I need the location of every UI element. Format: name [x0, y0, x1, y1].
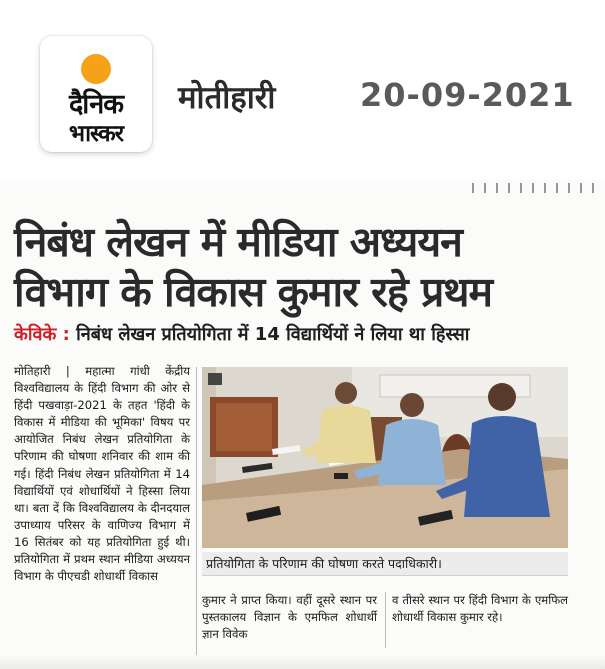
clipping-bottom-edge	[0, 655, 605, 669]
article-column-1: मोतिहारी | महात्मा गांधी केंद्रीय विश्वविद्यालय के हिंदी विभाग की ओर से हिंदी पखवाड़ा-2021 के तहत 'हिंदी के विकास में मीडिया की भूमिका' विषय पर आयोजित निबंध लेखन प्रतियोगिता के परिणाम की घोषणा शनिवार की शाम की गई। हिंदी निबंध लेखन प्रतियोगिता में 14 विद्यार्थियों एवं शोधार्थियों ने हिस्सा लिया था। बता दें कि विश्वविद्यालय के दीनदयाल उपाध्याय परिसर के वाणिज्य विभाग में 16 सितंबर को यह प्रतियोगिता हुई थी। प्रतियोगिता में प्रथम स्थान मीडिया अध्ययन विभाग के पीएचडी शोधार्थी विकास	[14, 364, 190, 584]
sub-headline-text: निबंध लेखन प्रतियोगिता में 14 विद्यार्थियों ने लिया था हिस्सा	[69, 324, 470, 345]
clipping-edge-marks	[472, 183, 602, 193]
article-photo	[202, 367, 568, 548]
photo-caption: प्रतियोगिता के परिणाम की घोषणा करते पदाधिकारी।	[202, 552, 568, 576]
column-divider	[196, 367, 197, 655]
officials-photo-illustration	[202, 367, 568, 548]
column-divider	[385, 592, 386, 648]
newspaper-logo	[40, 36, 152, 152]
headline-line1: निबंध लेखन में मीडिया अध्ययन	[14, 218, 462, 266]
logo-text-line1: दैनिक	[68, 89, 124, 120]
sub-headline-prefix: केविके :	[14, 324, 70, 345]
logo-text-line2: भास्कर	[68, 121, 124, 147]
publication-date: 20-09-2021	[360, 76, 575, 114]
city-name: मोतीहारी	[178, 80, 276, 116]
article-column-2: कुमार ने प्राप्त किया। वहीं दूसरे स्थान पर पुस्तकालय विज्ञान के एमफिल शोधार्थी ज्ञान विवेक	[202, 593, 377, 642]
sub-headline	[14, 322, 469, 346]
sun-icon	[81, 54, 111, 84]
article-column-3: व तीसरे स्थान पर हिंदी विभाग के एमफिल शोधार्थी विकास कुमार रहे।	[392, 593, 568, 625]
headline-line2: विभाग के विकास कुमार रहे प्रथम	[14, 268, 493, 316]
